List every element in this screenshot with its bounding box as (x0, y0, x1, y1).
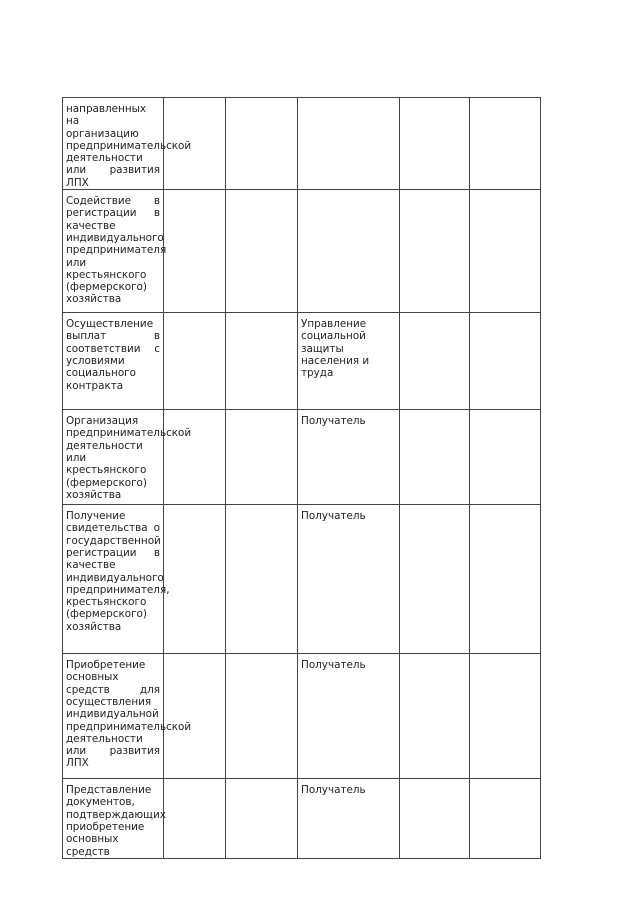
empty-cell (226, 779, 298, 859)
empty-cell (164, 654, 226, 779)
table-row (63, 190, 541, 313)
responsible-cell (298, 190, 400, 313)
activity-text: направленных на организацию предпринимательской деятельности или развития ЛПХ (66, 103, 192, 189)
empty-cell (400, 654, 470, 779)
table-body (63, 98, 541, 859)
empty-cell (226, 98, 298, 190)
empty-cell (470, 190, 541, 313)
activity-text: Содействие в регистрации в качестве индивидуального предпринимателя или крестьянского (фермерского) хозяйства (66, 195, 167, 306)
empty-cell (226, 410, 298, 505)
empty-cell (470, 410, 541, 505)
responsible-cell (298, 410, 400, 505)
empty-cell (470, 313, 541, 410)
activity-cell (63, 313, 164, 410)
responsible-text: Получатель (301, 415, 366, 428)
empty-cell (470, 98, 541, 190)
table-row (63, 98, 541, 190)
activity-text: Приобретение основных средств для осуществления индивидуальной предпринимательской деятельности или развития ЛПХ (66, 659, 192, 770)
empty-cell (164, 190, 226, 313)
empty-cell (164, 410, 226, 505)
activity-cell (63, 654, 192, 779)
social-contract-table (62, 97, 541, 859)
responsible-cell (298, 779, 400, 859)
empty-cell (400, 410, 470, 505)
activity-text: Получение свидетельства о государственной регистрации в качестве индивидуального предпринимателя, крестьянского (фермерского) хозяйства (66, 510, 170, 633)
empty-cell (400, 779, 470, 859)
activity-cell (63, 410, 192, 505)
activity-cell (63, 98, 192, 190)
responsible-text: Получатель (301, 659, 366, 672)
responsible-cell (298, 313, 400, 410)
empty-cell (400, 313, 470, 410)
activity-text: Осуществление выплат в соответствии с условиями социального контракта (66, 318, 160, 392)
responsible-text: Получатель (301, 510, 366, 523)
activity-cell (63, 190, 167, 313)
empty-cell (400, 98, 470, 190)
empty-cell (226, 505, 298, 654)
empty-cell (164, 313, 226, 410)
responsible-text: Управление социальной защиты населения и труда (301, 318, 370, 380)
responsible-cell (298, 98, 400, 190)
empty-cell (226, 313, 298, 410)
empty-cell (400, 505, 470, 654)
empty-cell (226, 654, 298, 779)
table-row (63, 313, 541, 410)
empty-cell (400, 190, 470, 313)
empty-cell (164, 505, 226, 654)
responsible-cell (298, 654, 400, 779)
empty-cell (164, 779, 226, 859)
activity-cell (63, 505, 170, 654)
empty-cell (470, 654, 541, 779)
empty-cell (470, 779, 541, 859)
responsible-text: Получатель (301, 784, 366, 797)
activity-cell (63, 779, 164, 859)
table-row (63, 779, 541, 859)
table-row (63, 654, 541, 779)
document-table (62, 97, 540, 858)
table-row (63, 410, 541, 505)
empty-cell (226, 190, 298, 313)
table-row (63, 505, 541, 654)
responsible-cell (298, 505, 400, 654)
activity-text: Представление документов, подтверждающих приобретение основных средств (66, 784, 166, 858)
activity-text: Организация предпринимательской деятельности или крестьянского (фермерского) хозяйства (66, 415, 192, 501)
empty-cell (470, 505, 541, 654)
